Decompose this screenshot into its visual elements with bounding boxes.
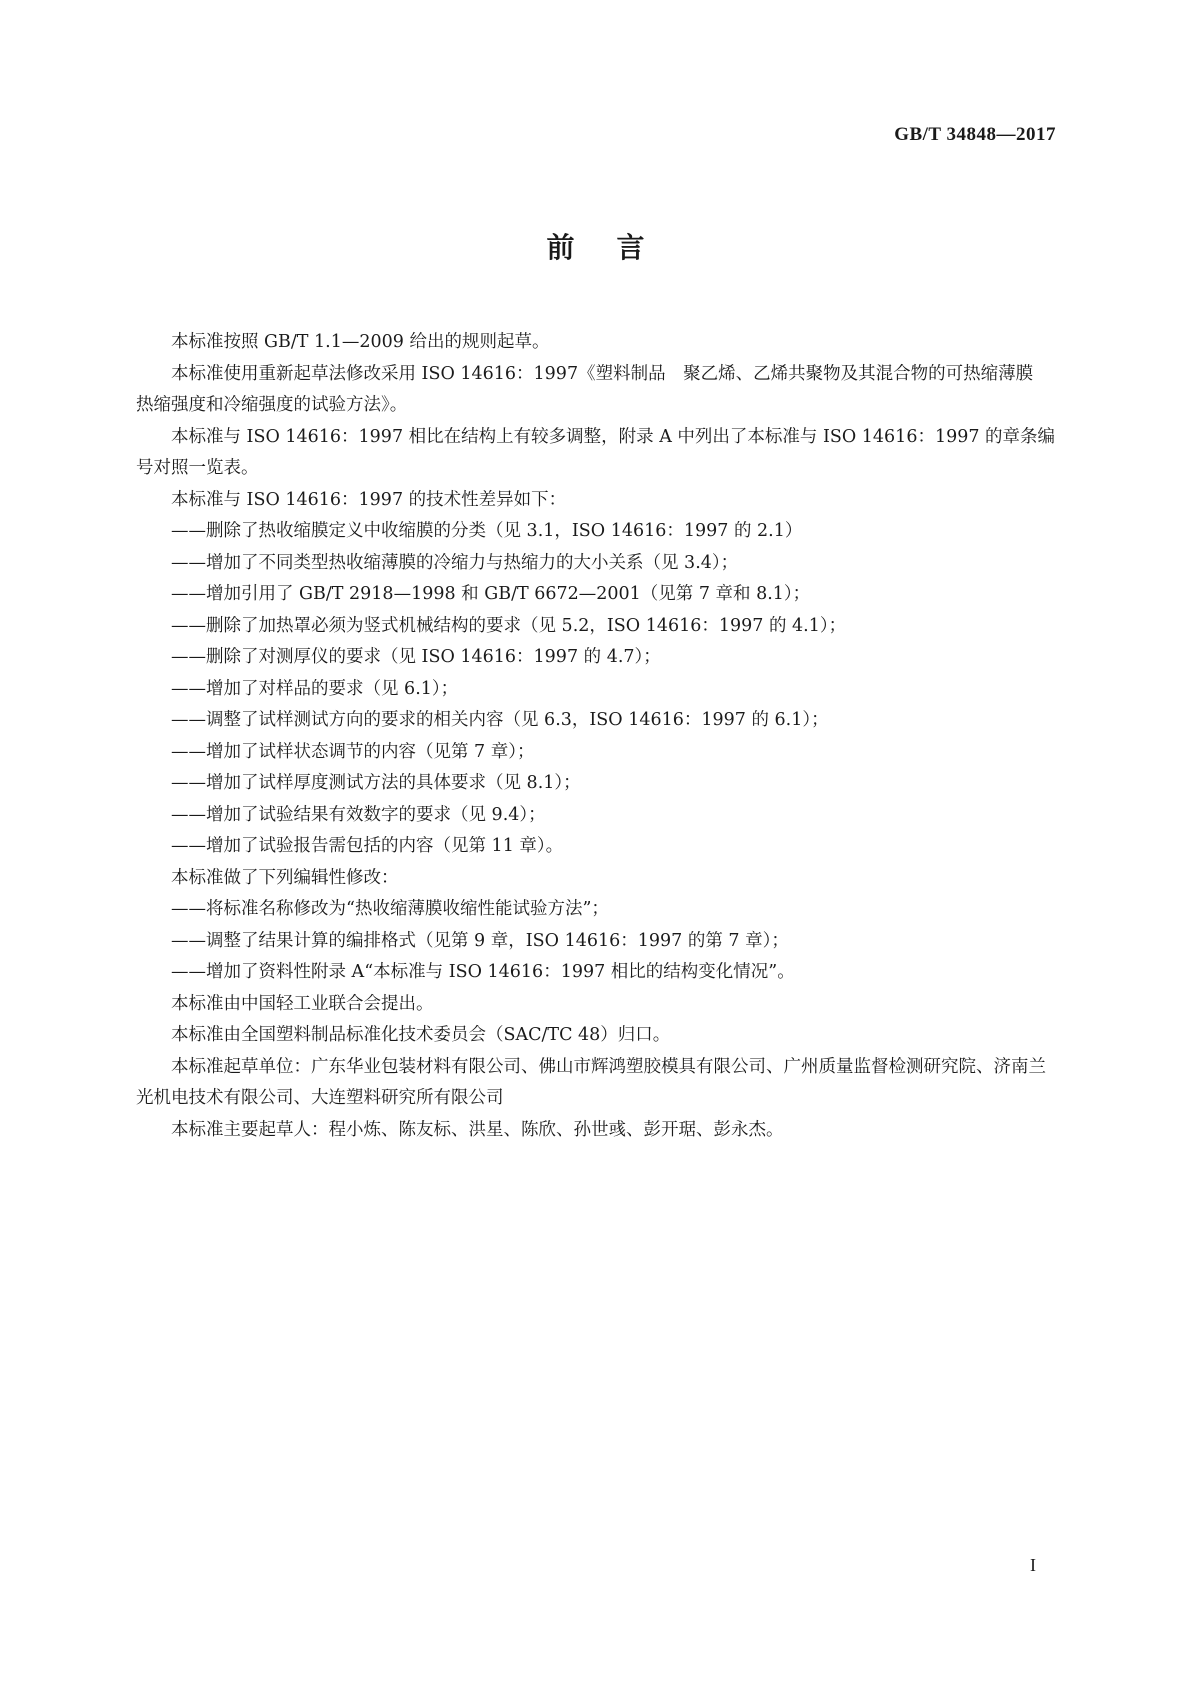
paragraph-adoption: 本标准使用重新起草法修改采用 ISO 14616：1997《塑料制品 聚乙烯、乙烯共聚物及其混合物的可热缩薄膜 热缩强度和冷缩强度的试验方法》。 (136, 363, 1051, 415)
paragraph-technical-differences: 本标准与 ISO 14616：1997 的技术性差异如下： (171, 489, 567, 510)
paragraph-technical-committee: 本标准由全国塑料制品标准化技术委员会（SAC/TC 48）归口。 (171, 1025, 671, 1045)
paragraph-drafting-units: 本标准起草单位：广东华业包装材料有限公司、佛山市辉鸿塑胶模具有限公司、广州质量监督检测研究院、济南兰光机电技术有限公司、大连塑料研究所有限公司 (136, 1056, 1046, 1108)
list-item: ——调整了结果计算的编排格式（见第 9 章，ISO 14616：1997 的第 7 章）； (171, 930, 789, 951)
list-item: ——删除了热收缩膜定义中收缩膜的分类（见 3.1，ISO 14616：1997 的 2.1） (171, 521, 803, 541)
page-title: 前言 (546, 231, 687, 264)
paragraph-editorial-changes: 本标准做了下列编辑性修改： (171, 867, 399, 888)
standard-number: GB/T 34848—2017 (894, 124, 1056, 145)
paragraph-proposer: 本标准由中国轻工业联合会提出。 (171, 993, 434, 1014)
list-item: ——增加引用了 GB/T 2918—1998 和 GB/T 6672—2001（见第 7 章和 8.1）； (171, 584, 811, 604)
paragraph-structure: 本标准与 ISO 14616：1997 相比在结构上有较多调整，附录 A 中列出了本标准与 ISO 14616：1997 的章条编号对照一览表。 (136, 426, 1056, 478)
list-item: ——增加了试验报告需包括的内容（见第 11 章）。 (171, 836, 564, 856)
list-item: ——增加了试验结果有效数字的要求（见 9.4）； (171, 804, 546, 825)
list-item: ——调整了试样测试方向的要求的相关内容（见 6.3，ISO 14616：1997 的 6.1）； (171, 710, 829, 730)
list-item: ——增加了试样状态调节的内容（见第 7 章）； (171, 741, 535, 762)
list-item: ——删除了加热罩必须为竖式机械结构的要求（见 5.2，ISO 14616：1997 的 4.1）； (171, 615, 847, 636)
list-item: ——增加了试样厚度测试方法的具体要求（见 8.1）； (171, 773, 581, 793)
list-item: ——将标准名称修改为“热收缩薄膜收缩性能试验方法”； (171, 899, 609, 919)
list-item: ——增加了不同类型热收缩薄膜的冷缩力与热缩力的大小关系（见 3.4）； (171, 552, 739, 573)
foreword-body (136, 327, 1056, 1146)
paragraph-drafters: 本标准主要起草人：程小炼、陈友标、洪星、陈欣、孙世彧、彭开琚、彭永杰。 (171, 1119, 784, 1140)
paragraph-drafting-rules: 本标准按照 GB/T 1.1—2009 给出的规则起草。 (171, 332, 550, 352)
page-number: I (1030, 1555, 1036, 1575)
list-item: ——增加了对样品的要求（见 6.1）； (171, 678, 459, 699)
list-item: ——增加了资料性附录 A“本标准与 ISO 14616：1997 相比的结构变化情况”。 (171, 962, 795, 982)
list-item: ——删除了对测厚仪的要求（见 ISO 14616：1997 的 4.7）； (171, 647, 661, 667)
